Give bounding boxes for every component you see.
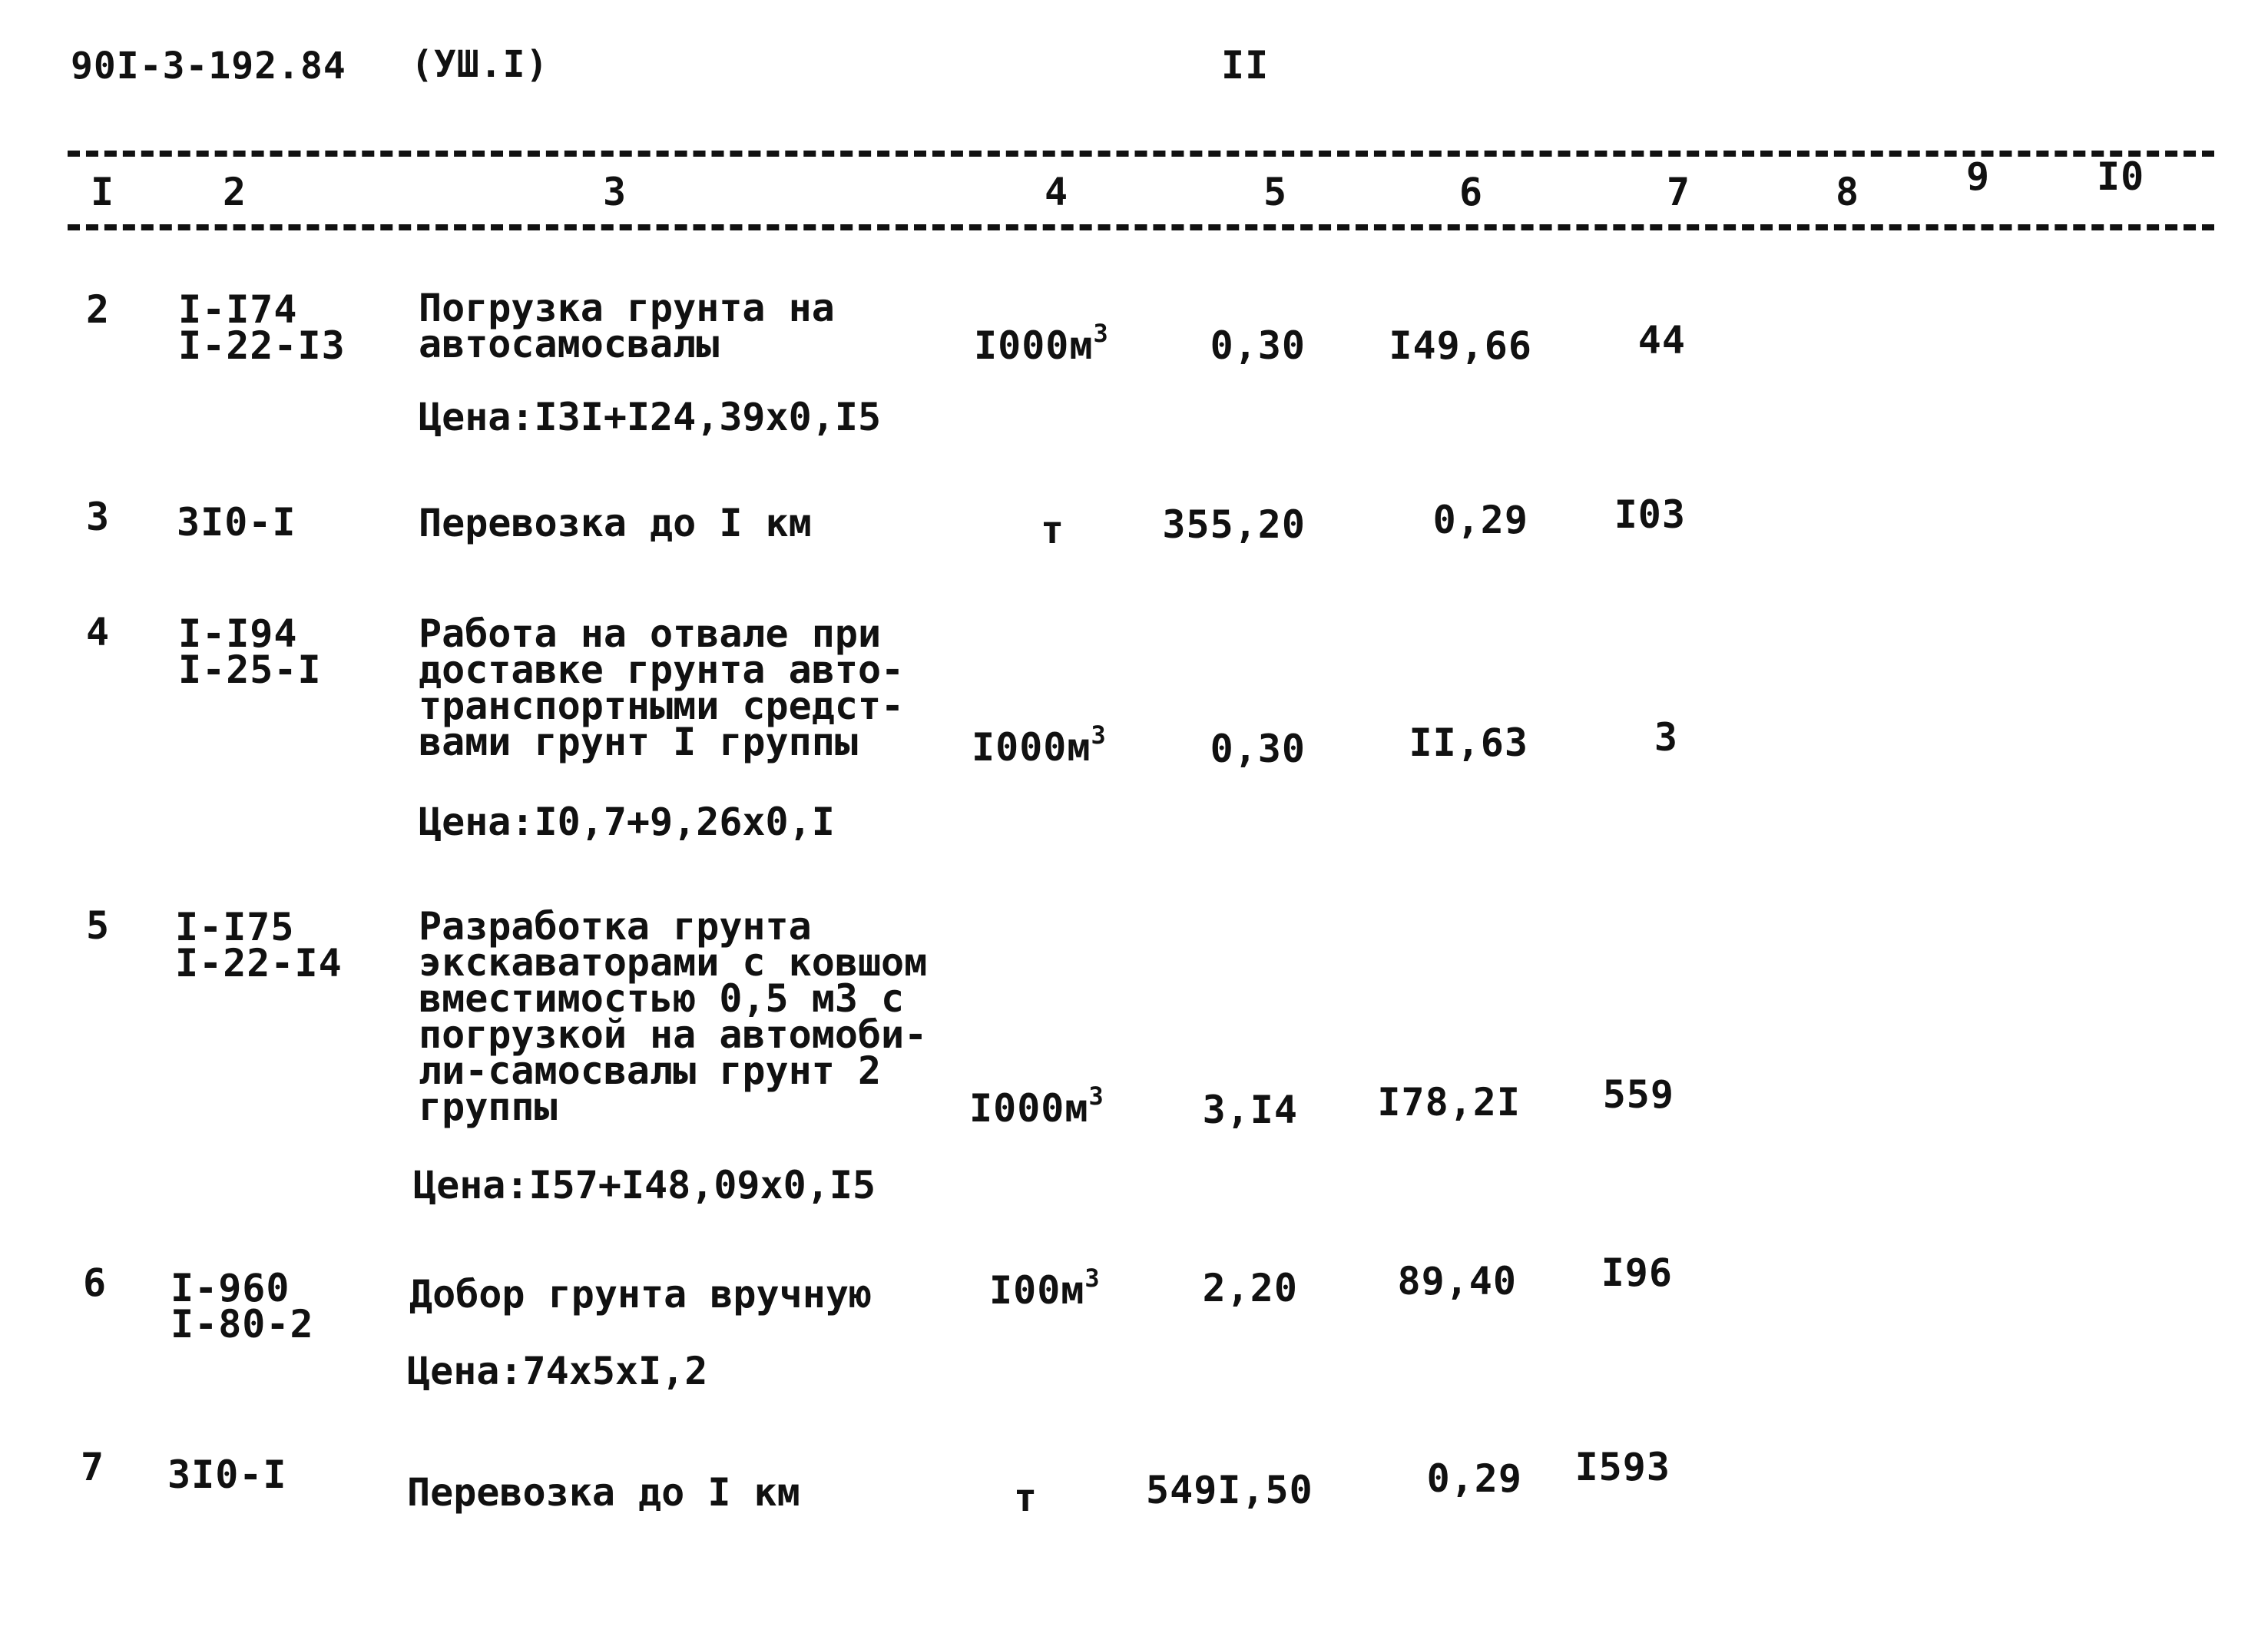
price-formula: Цена:I57+I48,09x0,I5 bbox=[413, 1163, 876, 1207]
unit-price: I49,66 bbox=[1389, 323, 1532, 368]
cost: 559 bbox=[1602, 1072, 1674, 1117]
unit bbox=[989, 1264, 1101, 1313]
description-line: транспортными средст- bbox=[419, 684, 905, 728]
row-number: 7 bbox=[81, 1445, 105, 1489]
norm-code: I-22-I3 bbox=[178, 323, 346, 368]
unit bbox=[974, 319, 1109, 368]
column-header: I bbox=[91, 170, 115, 214]
unit-exponent: 3 bbox=[1088, 1081, 1104, 1111]
work-description bbox=[419, 904, 928, 1129]
norm-code: I-I94 bbox=[178, 611, 298, 656]
description-line: вместимостью 0,5 м3 с bbox=[419, 976, 905, 1021]
row-number: 2 bbox=[86, 287, 111, 332]
unit-text: I000м bbox=[974, 323, 1094, 368]
norm-code: I-960 bbox=[171, 1266, 290, 1310]
quantity: 355,20 bbox=[1162, 502, 1306, 547]
quantity: 549I,50 bbox=[1146, 1468, 1313, 1512]
page-number: II bbox=[1221, 43, 1270, 88]
unit bbox=[972, 720, 1107, 770]
cost: I96 bbox=[1601, 1250, 1673, 1295]
description-line: Перевозка до I км bbox=[419, 501, 812, 545]
unit-text: I00м bbox=[989, 1268, 1085, 1313]
description-line: Добор грунта вручную bbox=[409, 1272, 872, 1317]
description-line: Перевозка до I км bbox=[407, 1470, 800, 1515]
norm-code: I-25-I bbox=[178, 648, 322, 692]
quantity: 3,I4 bbox=[1202, 1088, 1298, 1132]
description-line: ли-самосвалы грунт 2 bbox=[419, 1048, 882, 1093]
unit-price: 0,29 bbox=[1432, 498, 1528, 542]
work-description bbox=[409, 1272, 872, 1317]
unit-exponent: 3 bbox=[1091, 720, 1107, 750]
unit-text: I000м bbox=[972, 725, 1091, 770]
price-formula: Цена:I0,7+9,26x0,I bbox=[419, 800, 835, 844]
unit-text: т bbox=[1014, 1476, 1038, 1520]
unit bbox=[1014, 1476, 1038, 1520]
header-rule-top bbox=[68, 151, 2214, 157]
column-header: 3 bbox=[603, 170, 627, 214]
norm-code: I-22-I4 bbox=[175, 941, 343, 985]
description-line: экскаваторами с ковшом bbox=[419, 940, 928, 985]
unit-exponent: 3 bbox=[1084, 1264, 1101, 1293]
description-line: автосамосвалы bbox=[419, 322, 720, 366]
work-description bbox=[419, 611, 905, 764]
quantity: 2,20 bbox=[1202, 1266, 1298, 1310]
unit-exponent: 3 bbox=[1093, 319, 1109, 348]
work-description bbox=[419, 501, 812, 545]
price-formula: Цена:I3I+I24,39x0,I5 bbox=[419, 395, 882, 439]
unit-price: I78,2I bbox=[1377, 1080, 1521, 1125]
unit-text: т bbox=[1041, 508, 1065, 552]
row-number: 3 bbox=[86, 495, 111, 539]
norm-code: I-I75 bbox=[175, 905, 295, 949]
column-header: 2 bbox=[223, 170, 247, 214]
work-description bbox=[407, 1470, 800, 1515]
unit bbox=[969, 1081, 1104, 1131]
row-number: 6 bbox=[83, 1260, 108, 1305]
norm-code: I-80-2 bbox=[171, 1302, 314, 1346]
unit-text: I000м bbox=[969, 1086, 1089, 1131]
column-header: 5 bbox=[1263, 170, 1288, 214]
description-line: погрузкой на автомоби- bbox=[419, 1012, 928, 1057]
norm-code: 3I0-I bbox=[167, 1452, 287, 1497]
column-header: 7 bbox=[1667, 170, 1691, 214]
description-line: Разработка грунта bbox=[419, 904, 812, 949]
unit-price: 89,40 bbox=[1397, 1259, 1517, 1303]
column-header: I0 bbox=[2097, 154, 2145, 199]
norm-code: I-I74 bbox=[178, 287, 298, 332]
description-line: вами грунт I группы bbox=[419, 720, 858, 764]
unit bbox=[1041, 508, 1065, 552]
row-number: 5 bbox=[86, 903, 111, 948]
quantity: 0,30 bbox=[1210, 727, 1306, 771]
cost: 44 bbox=[1637, 318, 1686, 363]
description-line: доставке грунта авто- bbox=[419, 648, 905, 692]
section-code: (УШ.I) bbox=[411, 43, 549, 86]
description-line: Работа на отвале при bbox=[419, 611, 882, 656]
cost: I593 bbox=[1574, 1445, 1670, 1489]
quantity: 0,30 bbox=[1210, 323, 1306, 368]
description-line: Погрузка грунта на bbox=[419, 286, 835, 330]
unit-price: II,63 bbox=[1409, 720, 1528, 765]
column-header: 6 bbox=[1459, 170, 1484, 214]
cost: I03 bbox=[1614, 492, 1686, 537]
column-header: 4 bbox=[1045, 170, 1069, 214]
column-header: 8 bbox=[1836, 170, 1860, 214]
cost: 3 bbox=[1654, 715, 1678, 760]
unit-price: 0,29 bbox=[1426, 1456, 1522, 1501]
row-number: 4 bbox=[86, 610, 111, 654]
description-line: группы bbox=[419, 1085, 558, 1129]
header-rule-bottom bbox=[68, 224, 2214, 230]
norm-code: 3I0-I bbox=[177, 500, 296, 545]
document-code: 90I-3-192.84 bbox=[71, 45, 346, 88]
work-description bbox=[419, 286, 835, 366]
column-header: 9 bbox=[1966, 154, 1991, 199]
price-formula: Цена:74x5xI,2 bbox=[407, 1349, 708, 1393]
